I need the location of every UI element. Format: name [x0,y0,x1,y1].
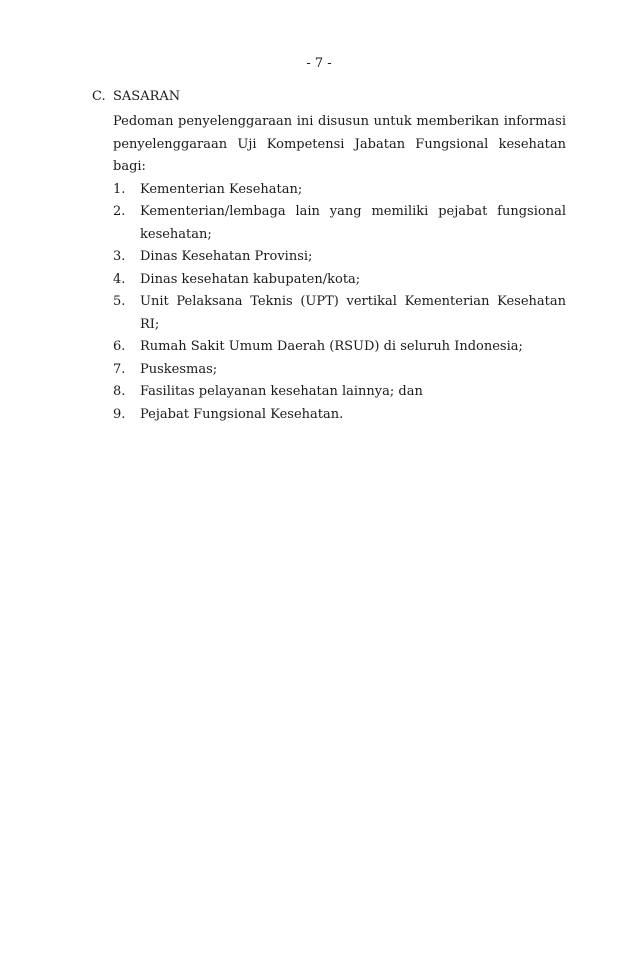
list-item-text: Rumah Sakit Umum Daerah (RSUD) di seluruh Indonesia; [140,339,523,354]
list-item [113,404,566,427]
section-title: SASARAN [113,89,181,104]
list-item [113,269,566,292]
list-item-text: Unit Pelaksana Teknis (UPT) vertikal Kementerian Kesehatan RI; [140,294,566,332]
list-item-text: Dinas kesehatan kabupaten/kota; [140,271,361,287]
list-item-number: 8. [113,384,126,399]
list-item [113,336,566,359]
list-item-text: Pejabat Fungsional Kesehatan. [140,406,344,422]
list-item-text: Kementerian Kesehatan; [140,181,303,197]
target-list [113,179,566,427]
list-item-number: 2. [113,204,126,219]
list-item [113,246,566,269]
list-item-number: 4. [113,271,126,287]
section-heading [92,89,566,105]
list-item-text: Puskesmas; [140,361,218,377]
intro-paragraph: Pedoman penyelenggaraan ini disusun untuk memberikan informasi penyelenggaraan Uji Kompetensi Jabatan Fungsional kesehatan bagi: [113,114,566,174]
list-item-text: Dinas Kesehatan Provinsi; [140,249,313,264]
list-item-text: Fasilitas pelayanan kesehatan lainnya; dan [140,384,423,399]
list-item-number: 3. [113,249,126,264]
list-item [113,359,566,382]
list-item [113,201,566,246]
section-sasaran [92,89,566,426]
list-item [113,381,566,404]
list-item-number: 1. [113,181,126,197]
list-item-number: 5. [113,294,126,309]
list-item-number: 6. [113,339,126,354]
list-item-number: 9. [113,406,126,422]
section-letter: C. [92,89,106,104]
list-item [113,179,566,202]
page-number: - 7 - [306,56,332,71]
list-item-number: 7. [113,361,126,377]
list-item [113,291,566,336]
list-item-text: Kementerian/lembaga lain yang memiliki pejabat fungsional kesehatan; [140,204,566,242]
